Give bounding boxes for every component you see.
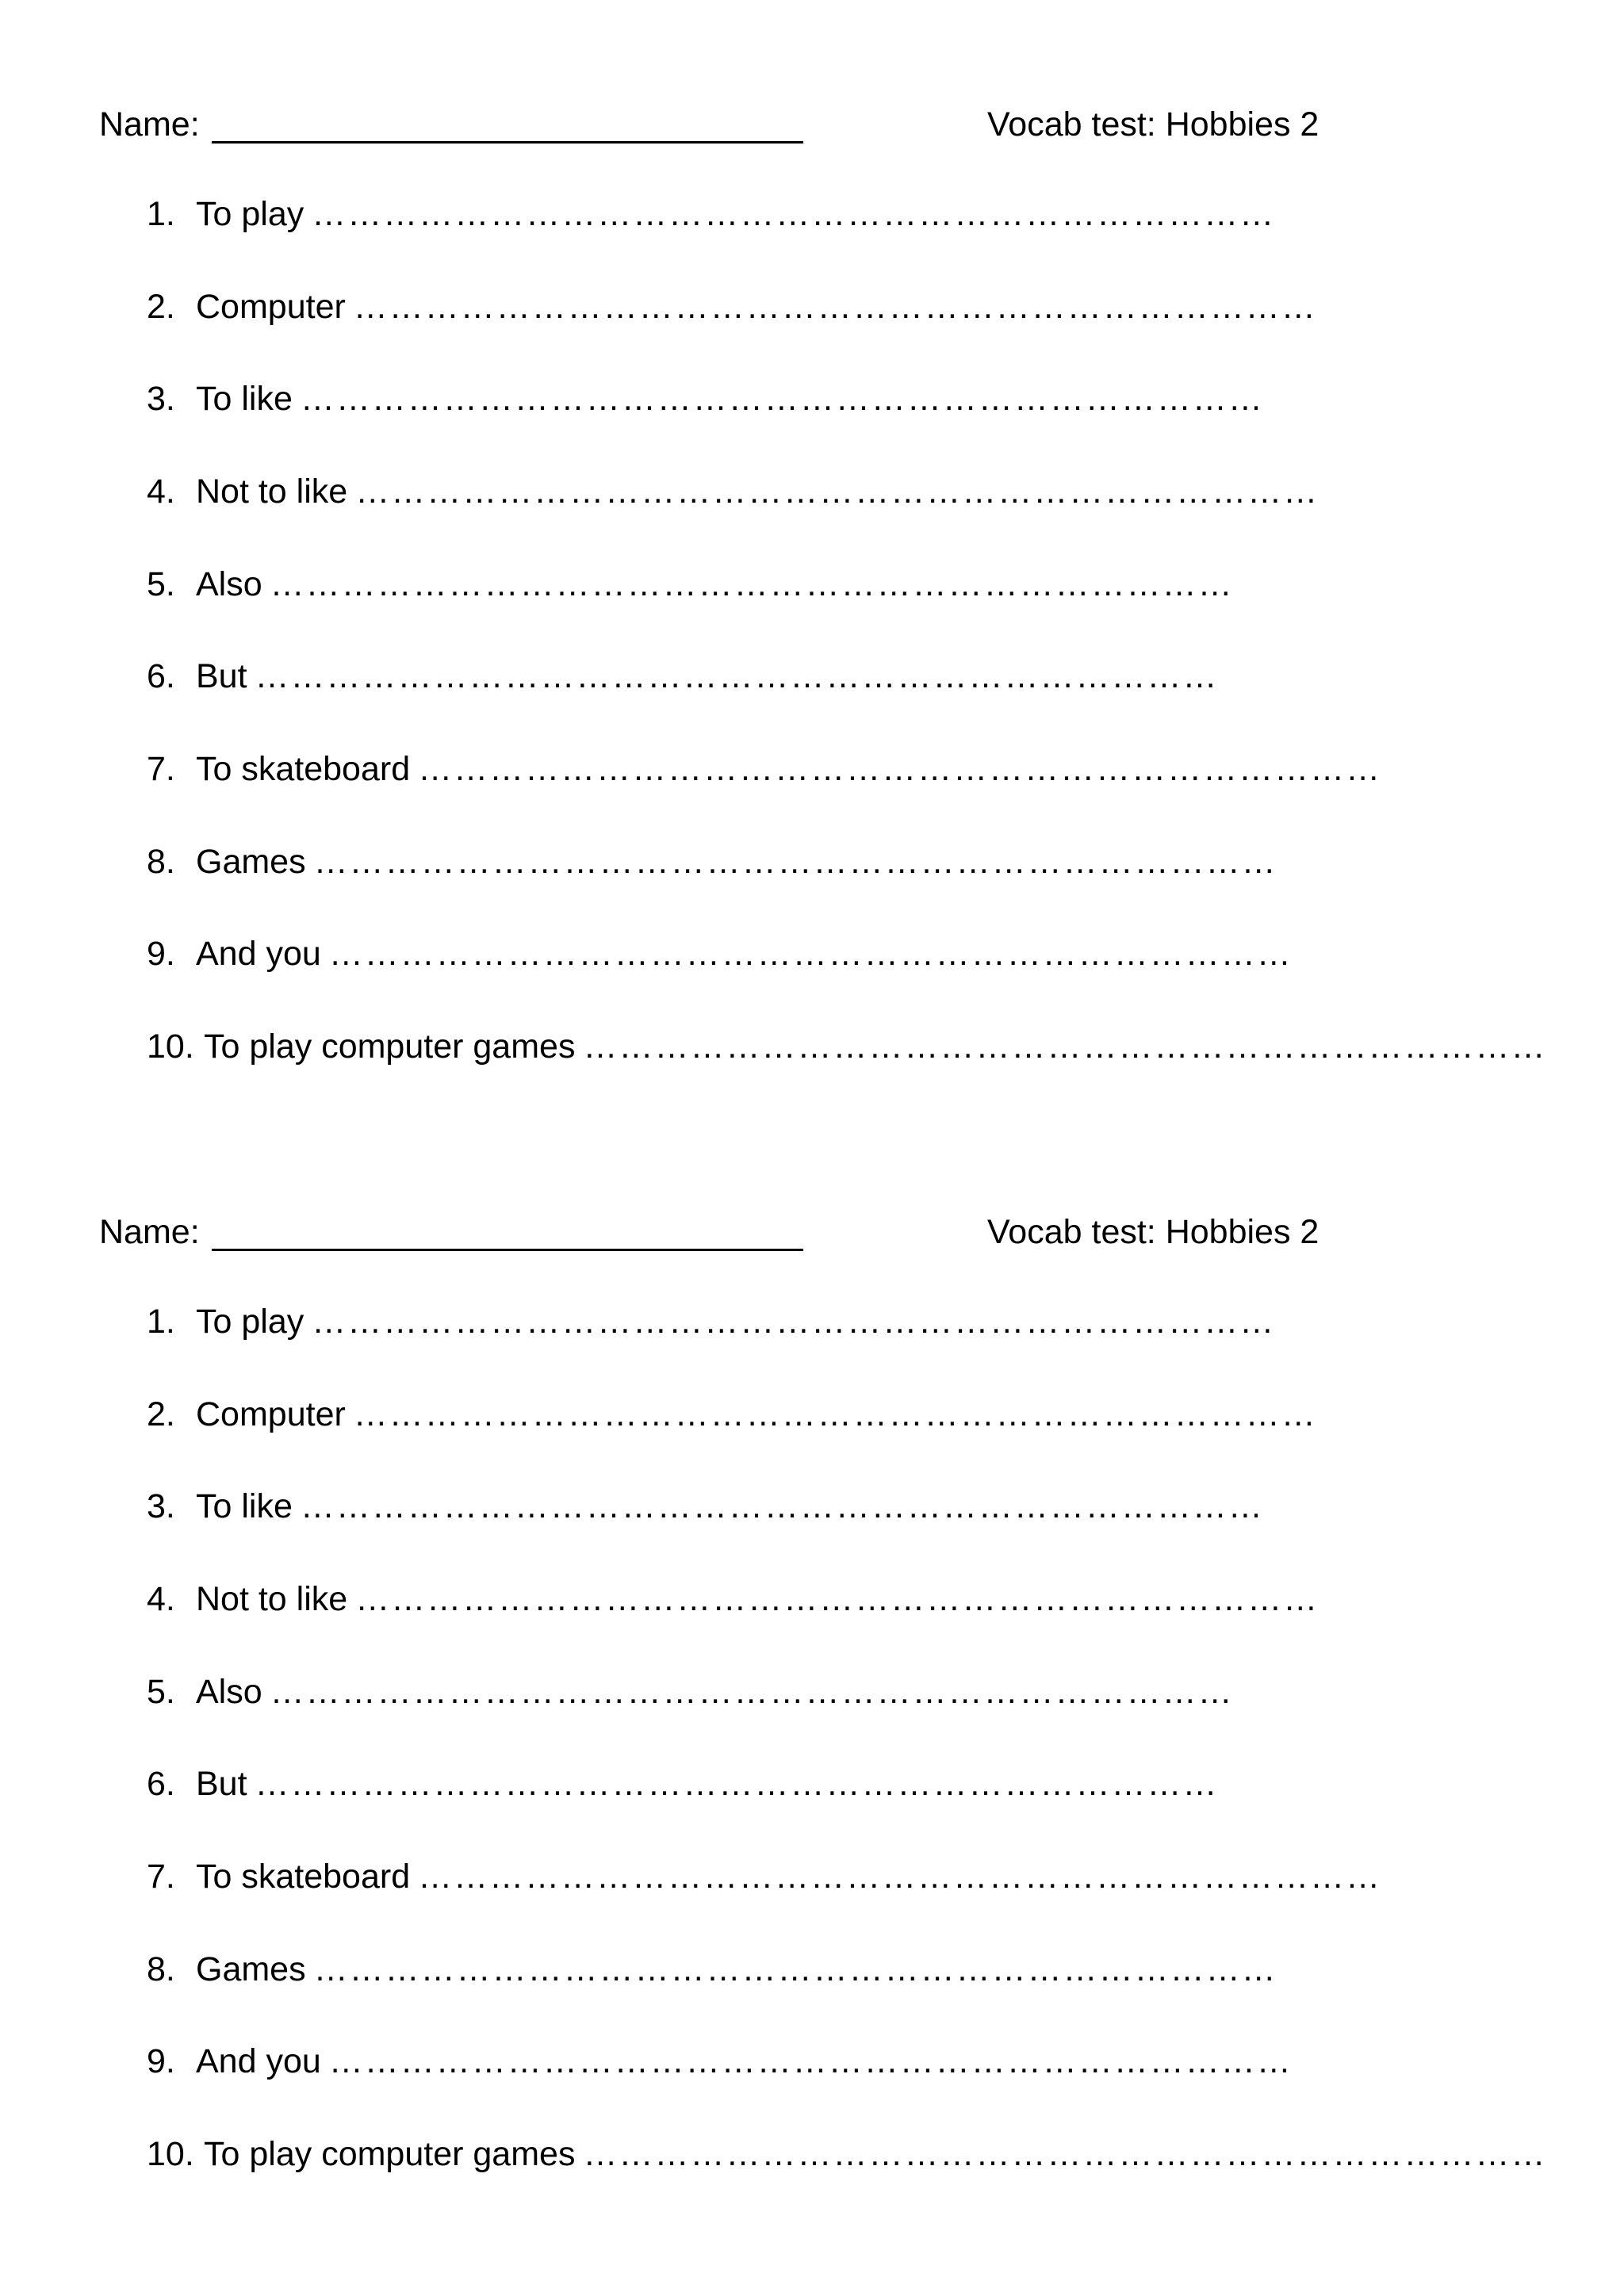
question-item <box>147 1391 1317 1438</box>
question-text: To skateboard <box>196 750 411 788</box>
question-number: 10. <box>147 2135 194 2173</box>
question-item <box>147 745 1382 793</box>
question-item <box>147 652 1219 700</box>
question-item <box>147 1298 1276 1345</box>
question-item <box>147 190 1276 238</box>
question-number: 9. <box>147 935 175 973</box>
name-field-line[interactable] <box>212 1249 803 1251</box>
answer-line[interactable]: ……………………………………………………………………… <box>313 1950 1277 1988</box>
question-item <box>147 561 1234 608</box>
question-text: To play <box>196 195 304 233</box>
name-label: Name: <box>99 105 200 144</box>
question-text: Not to like <box>196 473 348 511</box>
answer-line[interactable]: ……………………………………………………………………… <box>270 565 1234 603</box>
question-item <box>147 838 1277 886</box>
answer-line[interactable]: ……………………………………………………………………… <box>355 1580 1320 1618</box>
question-item <box>147 1483 1264 1530</box>
question-item <box>147 930 1293 978</box>
answer-line[interactable]: ……………………………………………………………………… <box>328 935 1293 973</box>
question-number: 6. <box>147 1765 175 1803</box>
answer-line[interactable]: ……………………………………………………………………… <box>355 473 1320 511</box>
question-text: To play computer games <box>204 1027 576 1066</box>
answer-line[interactable]: ……………………………………………………………………… <box>583 1027 1547 1066</box>
question-item <box>147 1023 1547 1070</box>
question-text: Games <box>196 843 306 881</box>
question-number: 8. <box>147 1950 175 1988</box>
question-text: To like <box>196 380 293 418</box>
question-text: Computer <box>196 1395 346 1433</box>
answer-line[interactable]: ……………………………………………………………………… <box>312 195 1276 233</box>
question-number: 5. <box>147 1673 175 1711</box>
test-header <box>99 101 1574 148</box>
question-item <box>147 1853 1382 1900</box>
answer-line[interactable]: ……………………………………………………………………… <box>328 2042 1293 2080</box>
answer-line[interactable]: ……………………………………………………………………… <box>418 750 1382 788</box>
question-number: 1. <box>147 1303 175 1341</box>
answer-line[interactable]: ……………………………………………………………………… <box>255 657 1219 695</box>
question-number: 2. <box>147 1395 175 1433</box>
answer-line[interactable]: ……………………………………………………………………… <box>312 1303 1276 1341</box>
answer-line[interactable]: ……………………………………………………………………… <box>300 1487 1264 1525</box>
question-number: 3. <box>147 1487 175 1525</box>
question-number: 6. <box>147 657 175 695</box>
question-text: To like <box>196 1487 293 1525</box>
question-item <box>147 2038 1293 2085</box>
question-text: But <box>196 1765 247 1803</box>
question-text: Not to like <box>196 1580 348 1618</box>
question-number: 8. <box>147 843 175 881</box>
answer-line[interactable]: ……………………………………………………………………… <box>418 1858 1382 1896</box>
question-number: 7. <box>147 750 175 788</box>
answer-line[interactable]: ……………………………………………………………………… <box>313 843 1277 881</box>
question-number: 10. <box>147 1027 194 1066</box>
question-number: 9. <box>147 2042 175 2080</box>
question-text: And you <box>196 935 321 973</box>
question-number: 5. <box>147 565 175 603</box>
question-text: To play computer games <box>204 2135 576 2173</box>
question-number: 7. <box>147 1858 175 1896</box>
question-number: 3. <box>147 380 175 418</box>
question-text: And you <box>196 2042 321 2080</box>
test-header <box>99 1208 1574 1256</box>
question-text: Computer <box>196 288 346 326</box>
question-item <box>147 375 1264 423</box>
question-item <box>147 1575 1320 1623</box>
test-title: Vocab test: Hobbies 2 <box>987 105 1320 144</box>
question-text: But <box>196 657 247 695</box>
name-label: Name: <box>99 1213 200 1251</box>
question-number: 1. <box>147 195 175 233</box>
question-item <box>147 468 1320 515</box>
question-text: Games <box>196 1950 306 1988</box>
question-item <box>147 1946 1277 1993</box>
question-item <box>147 2130 1547 2178</box>
answer-line[interactable]: ……………………………………………………………………… <box>300 380 1264 418</box>
question-number: 4. <box>147 473 175 511</box>
question-item <box>147 283 1317 331</box>
question-item <box>147 1760 1219 1808</box>
name-field-line[interactable] <box>212 141 803 144</box>
answer-line[interactable]: ……………………………………………………………………… <box>255 1765 1219 1803</box>
answer-line[interactable]: ……………………………………………………………………… <box>353 288 1317 326</box>
answer-line[interactable]: ……………………………………………………………………… <box>270 1673 1234 1711</box>
question-text: To play <box>196 1303 304 1341</box>
question-number: 2. <box>147 288 175 326</box>
question-text: Also <box>196 565 262 603</box>
question-item <box>147 1668 1234 1716</box>
test-title: Vocab test: Hobbies 2 <box>987 1213 1320 1251</box>
answer-line[interactable]: ……………………………………………………………………… <box>353 1395 1317 1433</box>
question-text: Also <box>196 1673 262 1711</box>
question-text: To skateboard <box>196 1858 411 1896</box>
answer-line[interactable]: ……………………………………………………………………… <box>583 2135 1547 2173</box>
question-number: 4. <box>147 1580 175 1618</box>
